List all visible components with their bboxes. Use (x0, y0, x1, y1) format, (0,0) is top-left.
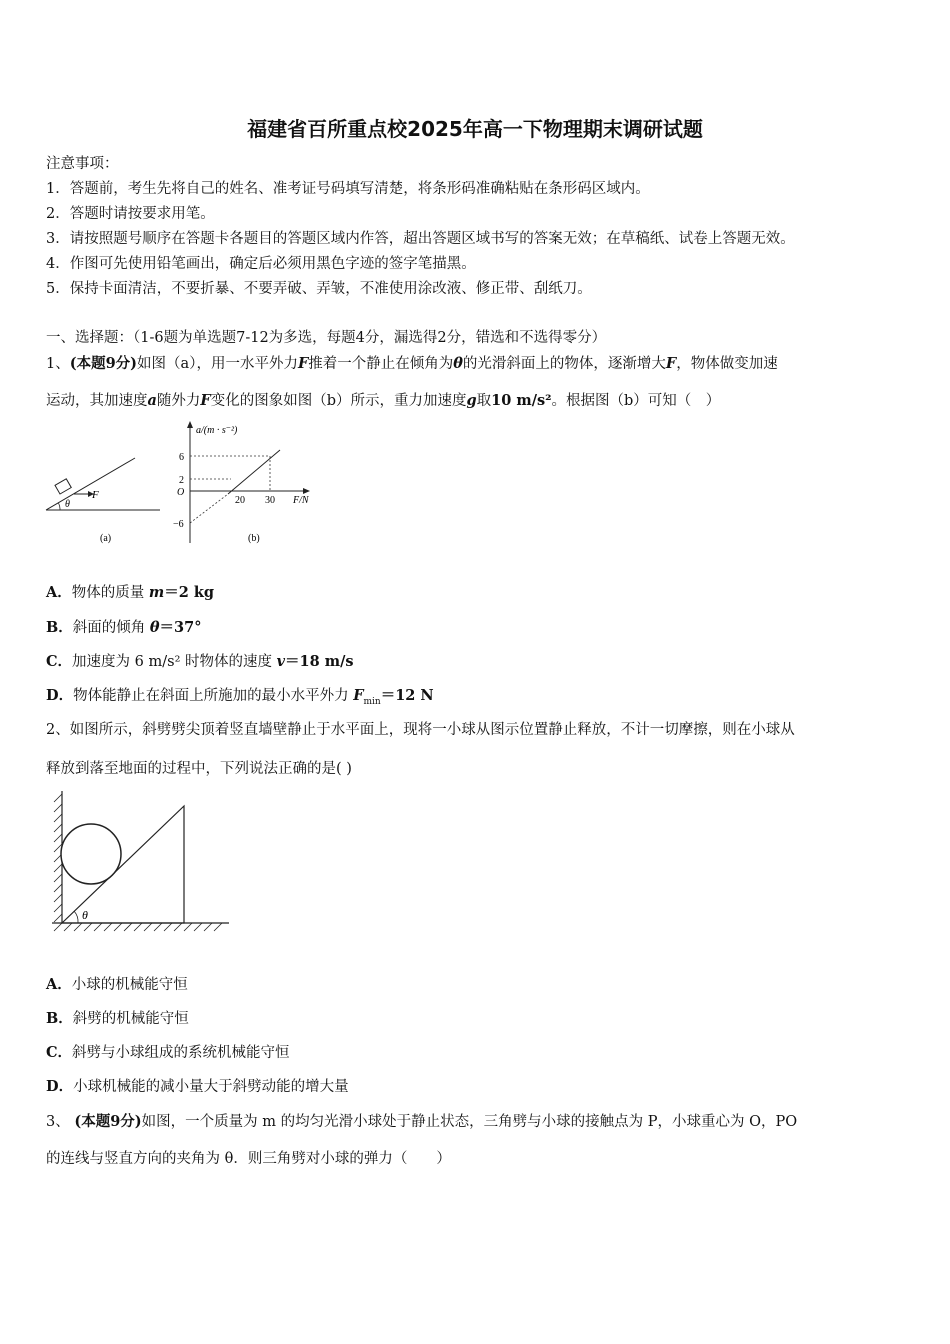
ground (52, 923, 229, 931)
q1-option-b[interactable]: B．斜面的倾角 θ＝37° (46, 619, 202, 636)
force-label: F (92, 489, 99, 501)
q3-line2: 的连线与竖直方向的夹角为 θ．则三角劈对小球的弹力（ ） (46, 1151, 451, 1167)
q1-line2: 运动，其加速度a随外力F变化的图象如图（b）所示，重力加速度g取10 m/s²。根据图（b）可知（ ） (46, 392, 721, 409)
graph-figure-b (173, 421, 310, 544)
x-axis-arrow (303, 488, 310, 494)
q1-option-a[interactable]: A．物体的质量 m＝2 kg (46, 584, 215, 601)
ball (61, 824, 121, 884)
q2-line1: 2、如图所示，斜劈劈尖顶着竖直墙壁静止于水平面上，现将一小球从图示位置静止释放，不计一切摩擦，则在小球从 (46, 722, 795, 738)
q2-figure (44, 788, 239, 938)
notice-heading: 注意事项： (46, 156, 119, 172)
origin-label: O (177, 487, 185, 498)
q2-option-c[interactable]: C．斜劈与小球组成的系统机械能守恒 (46, 1044, 290, 1061)
fig-a-caption: (a) (100, 533, 112, 544)
q1-figure (40, 418, 330, 550)
angle-label: θ (65, 499, 70, 510)
y-tick-label: 6 (179, 452, 184, 463)
extrapolated-line (190, 494, 228, 523)
fig-b-caption: (b) (248, 533, 260, 544)
y-axis-label: a/(m · s⁻²) (196, 425, 238, 436)
y-axis-arrow (187, 421, 193, 428)
notice-item: 2．答题时请按要求用笔。 (46, 206, 215, 222)
y-tick-label: 2 (179, 475, 184, 486)
q2-line2: 释放到落至地面的过程中，下列说法正确的是( ) (46, 761, 352, 777)
page-title: 福建省百所重点校2025年高一下物理期末调研试题 (247, 117, 703, 141)
section-heading: 一、选择题：（1-6题为单选题7-12为多选，每题4分，漏选得2分，错选和不选得零分） (46, 330, 607, 346)
notice-item: 1．答题前，考生先将自己的姓名、准考证号码填写清楚，将条形码准确粘贴在条形码区域内。 (46, 181, 650, 197)
angle-label: θ (82, 908, 88, 922)
incline-figure-a (46, 458, 160, 544)
q3-line1: 3、 (本题9分)如图，一个质量为 m 的均匀光滑小球处于静止状态，三角劈与小球的接触点为 P，小球重心为 O，PO (46, 1113, 798, 1130)
q2-option-d[interactable]: D．小球机械能的减小量大于斜劈动能的增大量 (46, 1078, 349, 1095)
x-tick-label: 30 (265, 495, 275, 506)
x-tick-label: 20 (235, 495, 245, 506)
q1-option-d[interactable]: D．物体能静止在斜面上所施加的最小水平外力 $F_{min}=12$ N (46, 687, 434, 707)
q2-option-b[interactable]: B．斜劈的机械能守恒 (46, 1010, 189, 1027)
y-tick-label: −6 (173, 519, 184, 530)
notice-item: 5．保持卡面清洁，不要折暴、不要弄破、弄皱，不准使用涂改液、修正带、刮纸刀。 (46, 281, 592, 297)
q2-option-a[interactable]: A．小球的机械能守恒 (46, 976, 188, 993)
block (55, 479, 71, 494)
a-F-line (228, 450, 280, 494)
q1-option-c[interactable]: C．加速度为 6 m/s² 时物体的速度 v＝18 m/s (46, 653, 354, 670)
notice-item: 3．请按照题号顺序在答题卡各题目的答题区域内作答，超出答题区域书写的答案无效；在草稿纸、试卷上答题无效。 (46, 231, 795, 247)
notice-item: 4．作图可先使用铅笔画出，确定后必须用黑色字迹的签字笔描黑。 (46, 256, 476, 272)
x-axis-label: F/N (293, 495, 309, 506)
q1-line1: 1、(本题9分)如图（a），用一水平外力F推着一个静止在倾角为θ的光滑斜面上的物体，逐渐增大F，物体做变加速 (46, 355, 778, 372)
